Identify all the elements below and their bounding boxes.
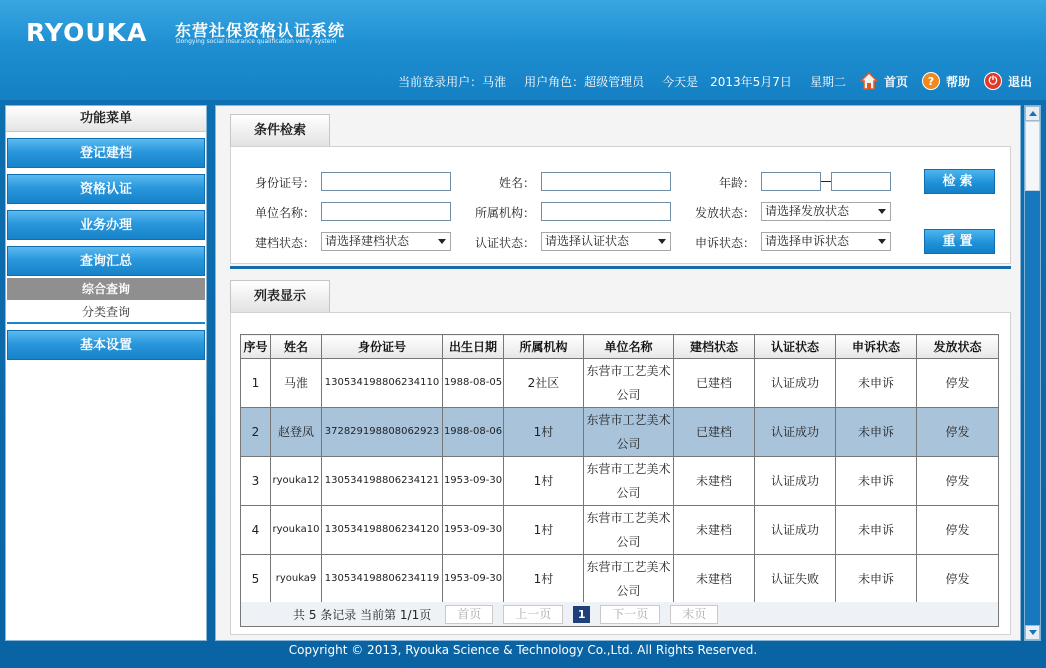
cell-appeal-status: 未申诉 — [836, 457, 917, 506]
cell-name: 赵登凤 — [271, 408, 322, 457]
id-label: 身份证号： — [254, 176, 315, 190]
cell-file-status: 已建档 — [674, 408, 755, 457]
cell-row-index: 2 — [241, 408, 271, 457]
logout-link[interactable] — [984, 72, 1032, 90]
cell-name: ryouka9 — [271, 555, 322, 604]
cell-file-status: 未建档 — [674, 506, 755, 555]
user-role: 用户角色：超级管理员 — [524, 74, 645, 89]
cell-pay-status: 停发 — [917, 506, 999, 555]
section-divider — [230, 266, 1011, 269]
age-label: 年龄： — [718, 176, 755, 190]
user-info-bar — [380, 70, 1032, 92]
cell-unit-name: 东营市工艺美术公司 — [584, 457, 674, 506]
auth-status-label: 认证状态： — [474, 236, 535, 250]
unit-input[interactable] — [321, 202, 451, 221]
cell-row-index: 3 — [241, 457, 271, 506]
col-header[interactable]: 认证状态 — [755, 335, 836, 359]
table-row[interactable] — [241, 555, 999, 604]
chevron-down-icon — [878, 239, 886, 244]
today-date: 今天是 2013年5月7日 — [662, 74, 792, 89]
weekday: 星期二 — [809, 74, 846, 89]
logo-text: RYOUKA — [26, 18, 148, 47]
reset-button[interactable]: 重置 — [924, 229, 995, 254]
help-icon: ? — [922, 72, 940, 90]
table-header-row — [241, 335, 999, 359]
appeal-status-value: 请选择申诉状态 — [765, 234, 850, 248]
cell-file-status: 未建档 — [674, 457, 755, 506]
last-page-button[interactable]: 末页 — [670, 605, 718, 624]
file-status-value: 请选择建档状态 — [325, 234, 410, 248]
home-link[interactable] — [860, 72, 908, 90]
first-page-button[interactable]: 首页 — [445, 605, 493, 624]
cell-organization: 1村 — [504, 506, 584, 555]
age-range-dash — [821, 181, 831, 182]
col-header[interactable]: 单位名称 — [584, 335, 674, 359]
arrow-up-icon — [1029, 111, 1037, 116]
submenu-item-comprehensive-query[interactable]: 综合查询 — [7, 278, 205, 300]
current-user: 当前登录用户：马淮 — [398, 74, 507, 89]
auth-status-select[interactable] — [541, 232, 671, 251]
cell-auth-status: 认证失败 — [755, 555, 836, 604]
search-button[interactable]: 检索 — [924, 169, 995, 194]
cell-id-number: 130534198806234121 — [322, 457, 443, 506]
chevron-down-icon — [438, 239, 446, 244]
cell-name: ryouka10 — [271, 506, 322, 555]
header-banner — [0, 0, 1046, 100]
pay-status-select[interactable] — [761, 202, 891, 221]
cell-birth-date: 1988-08-06 — [443, 408, 504, 457]
name-label: 姓名： — [498, 176, 535, 190]
arrow-down-icon — [1029, 630, 1037, 635]
table-row[interactable] — [241, 359, 999, 408]
cell-birth-date: 1988-08-05 — [443, 359, 504, 408]
name-input[interactable] — [541, 172, 671, 191]
pay-status-value: 请选择发放状态 — [765, 204, 850, 218]
cell-name: 马淮 — [271, 359, 322, 408]
auth-status-value: 请选择认证状态 — [545, 234, 630, 248]
cell-unit-name: 东营市工艺美术公司 — [584, 408, 674, 457]
cell-id-number: 130534198806234119 — [322, 555, 443, 604]
cell-birth-date: 1953-09-30 — [443, 457, 504, 506]
cell-auth-status: 认证成功 — [755, 457, 836, 506]
chevron-down-icon — [878, 209, 886, 214]
cell-birth-date: 1953-09-30 — [443, 506, 504, 555]
col-header[interactable]: 所属机构 — [504, 335, 584, 359]
unit-label: 单位名称： — [254, 206, 315, 220]
cell-appeal-status: 未申诉 — [836, 555, 917, 604]
next-page-button[interactable]: 下一页 — [600, 605, 660, 624]
file-status-select[interactable] — [321, 232, 451, 251]
home-label: 首页 — [883, 74, 908, 89]
menu-item-register[interactable]: 登记建档 — [7, 138, 205, 168]
cell-pay-status: 停发 — [917, 408, 999, 457]
power-icon: ⏻ — [984, 72, 1002, 90]
cell-organization: 1村 — [504, 457, 584, 506]
org-input[interactable] — [541, 202, 671, 221]
cell-organization: 1村 — [504, 408, 584, 457]
search-panel — [230, 146, 1011, 264]
appeal-status-label: 申诉状态： — [694, 236, 755, 250]
cell-name: ryouka12 — [271, 457, 322, 506]
cell-pay-status: 停发 — [917, 457, 999, 506]
cell-file-status: 已建档 — [674, 359, 755, 408]
age-min-input[interactable] — [761, 172, 821, 191]
cell-row-index: 4 — [241, 506, 271, 555]
main-scrollbar[interactable] — [1024, 105, 1041, 641]
table-row[interactable] — [241, 408, 999, 457]
col-header[interactable]: 发放状态 — [917, 335, 999, 359]
chevron-down-icon — [658, 239, 666, 244]
cell-birth-date: 1953-09-30 — [443, 555, 504, 604]
cell-id-number: 130534198806234120 — [322, 506, 443, 555]
cell-organization: 1村 — [504, 555, 584, 604]
sidebar — [5, 105, 207, 641]
col-header[interactable]: 建档状态 — [674, 335, 755, 359]
menu-item-query-summary[interactable]: 查询汇总 — [7, 246, 205, 276]
cell-id-number: 130534198806234110 — [322, 359, 443, 408]
cell-organization: 2社区 — [504, 359, 584, 408]
help-label: 帮助 — [945, 74, 970, 89]
cell-unit-name: 东营市工艺美术公司 — [584, 359, 674, 408]
table-row[interactable] — [241, 457, 999, 506]
appeal-status-select[interactable] — [761, 232, 891, 251]
cell-appeal-status: 未申诉 — [836, 506, 917, 555]
logout-label: 退出 — [1007, 74, 1032, 89]
cell-id-number: 372829198808062923 — [322, 408, 443, 457]
help-link[interactable] — [922, 72, 970, 90]
system-name-cn: 东营社保资格认证系统 — [175, 21, 346, 40]
pay-status-label: 发放状态： — [694, 206, 755, 220]
table-row[interactable] — [241, 506, 999, 555]
file-status-label: 建档状态： — [254, 236, 315, 250]
cell-auth-status: 认证成功 — [755, 359, 836, 408]
scroll-down-button[interactable] — [1025, 625, 1040, 640]
cell-appeal-status: 未申诉 — [836, 359, 917, 408]
col-header[interactable]: 身份证号 — [322, 335, 443, 359]
cell-row-index: 1 — [241, 359, 271, 408]
scroll-up-button[interactable] — [1025, 106, 1040, 121]
col-header[interactable]: 申诉状态 — [836, 335, 917, 359]
menu-item-qualification[interactable]: 资格认证 — [7, 174, 205, 204]
main-content — [215, 105, 1021, 641]
home-icon — [860, 72, 878, 90]
pagination-info: 共 5 条记录 当前第 1/1页 — [293, 607, 432, 622]
search-tab[interactable]: 条件检索 — [230, 114, 330, 146]
cell-pay-status: 停发 — [917, 359, 999, 408]
age-max-input[interactable] — [831, 172, 891, 191]
id-input[interactable] — [321, 172, 451, 191]
org-label: 所属机构： — [474, 206, 535, 220]
cell-row-index: 5 — [241, 555, 271, 604]
menu-item-business[interactable]: 业务办理 — [7, 210, 205, 240]
col-header[interactable]: 姓名 — [271, 335, 322, 359]
prev-page-button[interactable]: 上一页 — [503, 605, 563, 624]
current-page-indicator[interactable]: 1 — [573, 606, 590, 623]
pagination-bar — [240, 602, 999, 627]
col-header[interactable]: 出生日期 — [443, 335, 504, 359]
list-tab[interactable]: 列表显示 — [230, 280, 330, 312]
system-name-en: Dongying social insurance qualification verify system — [176, 38, 337, 45]
cell-appeal-status: 未申诉 — [836, 408, 917, 457]
footer-copyright: Copyright © 2013, Ryouka Science & Technology Co.,Ltd. All Rights Reserved. — [288, 643, 758, 657]
submenu-item-category-query[interactable]: 分类查询 — [7, 300, 205, 324]
results-table — [240, 334, 999, 604]
cell-unit-name: 东营市工艺美术公司 — [584, 555, 674, 604]
cell-unit-name: 东营市工艺美术公司 — [584, 506, 674, 555]
menu-item-settings[interactable]: 基本设置 — [7, 330, 205, 360]
col-header[interactable]: 序号 — [241, 335, 271, 359]
cell-auth-status: 认证成功 — [755, 408, 836, 457]
cell-file-status: 未建档 — [674, 555, 755, 604]
menu-title: 功能菜单 — [6, 106, 206, 132]
scroll-track[interactable] — [1025, 121, 1040, 625]
scroll-thumb[interactable] — [1025, 121, 1040, 191]
cell-auth-status: 认证成功 — [755, 506, 836, 555]
cell-pay-status: 停发 — [917, 555, 999, 604]
